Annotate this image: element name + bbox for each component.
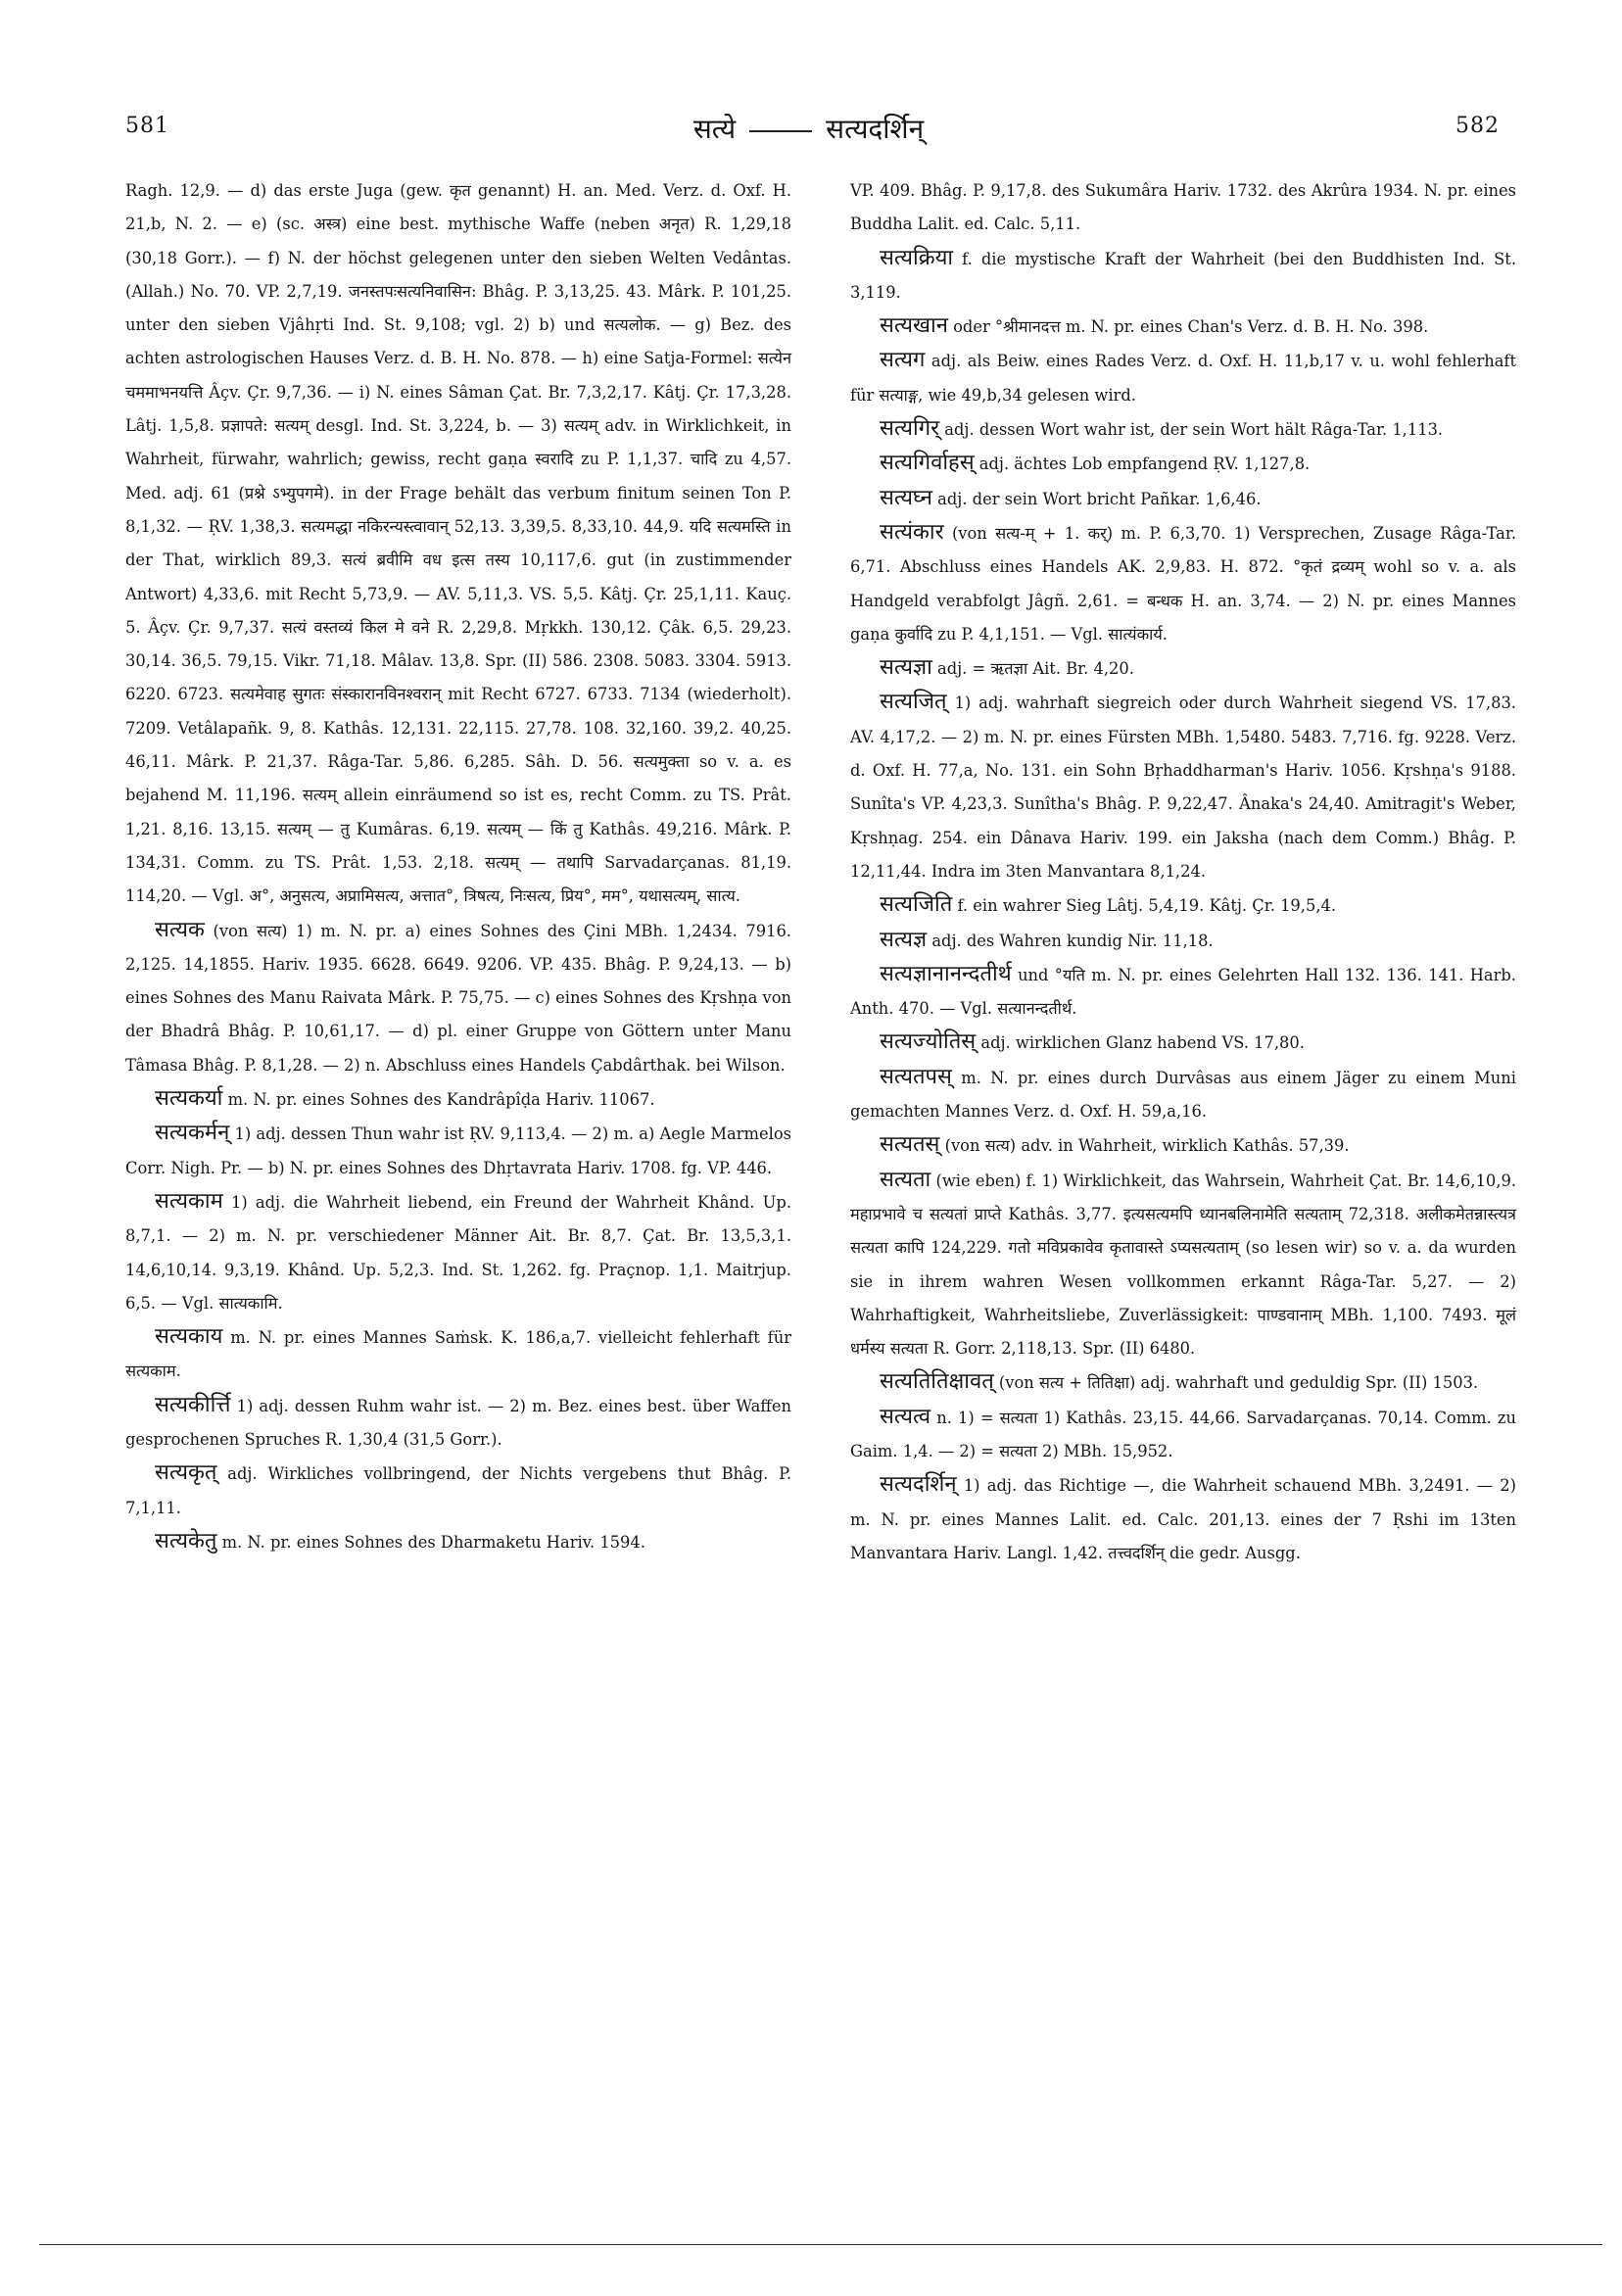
running-head-last: सत्यदर्शिन् [826, 113, 925, 145]
dictionary-entry [125, 1185, 791, 1320]
entry-text: m. N. pr. eines Sohnes des Dharmaketu Hariv. 1594. [221, 1532, 645, 1552]
entry-headword: सत्यतस् [880, 1132, 940, 1158]
entry-headword: सत्यघ्न [880, 485, 932, 510]
page-number-left: 581 [125, 114, 169, 138]
entry-text: 1) adj. dessen Thun wahr ist ṚV. 9,113,4. — 2) m. a) Aegle Marmelos Corr. Nigh. Pr. — b) N. pr. eines Sohnes des Dhṛtavrata Hariv. 1708. fg. VP. 446. [125, 1124, 791, 1177]
entry-headword: सत्यखान [880, 313, 948, 339]
dictionary-entry [850, 1401, 1516, 1469]
entry-text: 1) adj. das Richtige —, die Wahrheit schauend MBh. 3,2491. — 2) m. N. pr. eines Mannes Lalit. ed. Calc. 201,13. eines der 7 Ṛshi im 13ten Manvantara Hariv. Langl. 1,42. तत्त्वदर्शिन् die gedr. Ausgg. [850, 1476, 1516, 1562]
dictionary-entry [125, 1320, 791, 1389]
dictionary-entry [850, 958, 1516, 1027]
dictionary-entry [125, 1389, 791, 1458]
running-head-first: सत्ये [692, 113, 737, 145]
page-number-right: 582 [1455, 114, 1500, 138]
entry-headword: सत्यज्ञानानन्दतीर्थ [880, 961, 1012, 986]
dictionary-entry [850, 1365, 1516, 1400]
entry-headword: सत्यकर्मन् [155, 1121, 230, 1146]
entry-text: (von सत्य) adv. in Wahrheit, wirklich Kathâs. 57,39. [944, 1136, 1350, 1156]
entry-text: adj. wirklichen Glanz habend VS. 17,80. [980, 1033, 1305, 1053]
entry-text: adj. ächtes Lob empfangend ṚV. 1,127,8. [978, 454, 1311, 474]
entry-headword: सत्यतपस् [880, 1064, 952, 1089]
dictionary-entry [125, 174, 791, 914]
bottom-rule [39, 2244, 1602, 2245]
entry-text: adj. der sein Wort bricht Pañkar. 1,6,46. [937, 489, 1262, 508]
entry-text: 1) adj. die Wahrheit liebend, ein Freund der Wahrheit Khând. Up. 8,7,1. — 2) m. N. pr. verschiedener Männer Ait. Br. 8,7. Çat. Br. 13,5,3,1. 14,6,10,14. 9,3,19. Khând. Up. 5,2,3. Ind. St. 1,262. fg. Praçnop. 1,1. Maitrjup. 6,5. — Vgl. सात्यकामि. [125, 1192, 791, 1313]
entry-headword: सत्यज्योतिस् [880, 1029, 977, 1055]
entry-text: m. N. pr. eines Mannes Saṁsk. K. 186,a,7. vielleicht fehlerhaft für सत्यकाम. [125, 1328, 791, 1381]
right-column [850, 174, 1516, 1570]
entry-headword: सत्यक्रिया [880, 245, 954, 270]
entry-text: (von सत्य + तितिक्षा) adj. wahrhaft und geduldig Spr. (II) 1503. [998, 1373, 1479, 1393]
entry-headword: सत्यगिर् [880, 416, 940, 442]
page-header [108, 110, 1509, 149]
entry-text: adj. als Beiw. eines Rades Verz. d. Oxf. H. 11,b,17 v. u. wohl fehlerhaft für सत्याङ्ग, wie 49,b,34 gelesen wird. [850, 352, 1516, 405]
running-head [108, 110, 1509, 147]
entry-headword: सत्यकीर्त्ति [155, 1392, 231, 1417]
entry-headword: सत्यज्ञ [880, 927, 928, 952]
entry-text: 1) adj. dessen Ruhm wahr ist. — 2) m. Bez. eines best. über Waffen gesprochenen Spruches R. 1,30,4 (31,5 Gorr.). [125, 1396, 791, 1449]
dictionary-entry [850, 1164, 1516, 1366]
entry-headword: सत्यकेतु [155, 1528, 217, 1554]
left-column [125, 174, 791, 1559]
dictionary-entry [850, 310, 1516, 344]
entry-headword: सत्यता [880, 1167, 931, 1192]
entry-text: adj. dessen Wort wahr ist, der sein Wort hält Râga-Tar. 1,113. [944, 420, 1444, 440]
entry-text: m. N. pr. eines Sohnes des Kandrâpîḍa Hariv. 11067. [227, 1090, 655, 1110]
dictionary-entry [850, 1026, 1516, 1060]
entry-text: 1) adj. wahrhaft siegreich oder durch Wahrheit siegend VS. 17,83. AV. 4,17,2. — 2) m. N. pr. eines Fürsten MBh. 1,5480. 5483. 7,716. fg. 9228. Verz. d. Oxf. H. 77,a, No. 131. ein Sohn Bṛhaddharman's Hariv. 1056. Kṛshṇa's 9188. Sunîta's VP. 4,23,3. Sunîtha's Bhâg. P. 9,22,47. Ânaka's 24,40. Amitragit's Weber, Kṛshṇag. 254. ein Dânava Hariv. 199. ein Jaksha (nach dem Comm.) Bhâg. P. 12,11,44. Indra im 3ten Manvantara 8,1,24. [850, 694, 1516, 881]
entry-text: f. die mystische Kraft der Wahrheit (bei den Buddhisten Ind. St. 3,119. [850, 249, 1516, 302]
dictionary-entry [850, 412, 1516, 447]
entry-headword: सत्यकर्या [155, 1086, 223, 1112]
dictionary-entry [850, 447, 1516, 481]
dictionary-entry [850, 344, 1516, 412]
entry-text: (von सत्य-म् + 1. कर्) m. P. 6,3,70. 1) Versprechen, Zusage Râga-Tar. 6,71. Abschluss eines Handels AK. 2,9,83. H. 872. °कृतं द्रव्यम् wohl so v. a. als Handgeld verabfolgt Jâgñ. 2,61. = बन्धक H. an. 3,74. — 2) N. pr. eines Mannes gaṇa कुर्वादि zu P. 4,1,151. — Vgl. सात्यंकार्य. [850, 523, 1516, 644]
dictionary-entry [850, 888, 1516, 923]
entry-headword: सत्यजित् [880, 690, 947, 715]
entry-headword: सत्यकृत् [155, 1460, 217, 1486]
entry-text: oder °श्रीमानदत्त m. N. pr. eines Chan's Verz. d. B. H. No. 398. [953, 317, 1429, 337]
entry-text: Ragh. 12,9. — d) das erste Juga (gew. कृत genannt) H. an. Med. Verz. d. Oxf. H. 21,b, N. 2. — e) (sc. अस्त्र) eine best. mythische Waffe (neben अनृत) R. 1,29,18 (30,18 Gorr.). — f) N. der höchst gelegenen unter den sieben Welten Vedântas. (Allah.) No. 70. VP. 2,7,19. जनस्तपःसत्यनिवासिन: Bhâg. P. 3,13,25. 43. Mârk. P. 101,25. unter den sieben Vjâhṛti Ind. St. 9,108; vgl. 2) b) und सत्यलोक. — g) Bez. des achten astrologischen Hauses Verz. d. B. H. No. 878. — h) eine Satja-Formel: सत्येन चममाभनयत्ति Âçv. Çr. 9,7,36. — i) N. eines Sâman Çat. Br. 7,3,2,17. Kâtj. Çr. 17,3,28. Lâtj. 1,5,8. प्रज्ञापते: सत्यम् desgl. Ind. St. 3,224, b. — 3) सत्यम् adv. in Wirklichkeit, in Wahrheit, fürwahr, wahrlich; gewiss, recht gaṇa स्वरादि zu P. 1,1,37. चादि zu 4,57. Med. adj. 61 (प्रश्ने ऽभ्युपगमे). in der Frage behält das verbum finitum seinen Ton P. 8,1,32. — ṚV. 1,38,3. सत्यमद्धा नकिरन्यस्त्वावान् 52,13. 3,39,5. 8,33,10. 44,9. यदि सत्यमस्ति in der That, wirklich 89,3. सत्यं ब्रवीमि वध इत्स तस्य 10,117,6. gut (in zustimmender Antwort) 4,33,6. mit Recht 5,73,9. — AV. 5,11,3. VS. 5,5. Kâtj. Çr. 25,1,11. Kauç. 5. Âçv. Çr. 9,7,37. सत्यं वस्तव्यं किल मे वने R. 2,29,8. Mṛkkh. 130,12. Çâk. 6,5. 29,23. 30,14. 36,5. 79,15. Vikr. 71,18. Mâlav. 13,8. Spr. (II) 586. 2308. 5083. 3304. 5913. 6220. 6723. सत्यमेवाह सुगतः संस्कारानविनश्वरान् mit Recht 6727. 6733. 7134 (wiederholt). 7209. Vetâlapañk. 9, 8. Kathâs. 12,131. 22,115. 27,78. 108. 32,160. 39,2. 40,25. 46,11. Mârk. P. 21,37. Râga-Tar. 5,86. 6,285. Sâh. D. 56. सत्यमुक्ता so v. a. es bejahend M. 11,196. सत्यम् allein einräumend so ist es, recht Comm. zu TS. Prât. 1,21. 8,16. 13,15. सत्यम् — तु Kumâras. 6,19. सत्यम् — किं तु Kathâs. 49,216. Mârk. P. 134,31. Comm. zu TS. Prât. 1,53. 2,18. सत्यम् — तथापि Sarvadarçanas. 81,19. 114,20. — Vgl. अ°, अनुसत्य, अप्रामिसत्य, अत्तात°, त्रिषत्य, निःसत्य, प्रिय°, मम°, यथासत्यम्, सात्य. [125, 181, 791, 906]
dictionary-entry [850, 516, 1516, 651]
dictionary-entry [125, 1457, 791, 1525]
entry-headword: सत्यदर्शिन् [880, 1472, 957, 1498]
dictionary-entry [850, 1128, 1516, 1163]
entry-text: adj. des Wahren kundig Nir. 11,18. [931, 931, 1214, 950]
entry-text: (wie eben) f. 1) Wirklichkeit, das Wahrsein, Wahrheit Çat. Br. 14,6,10,9. महाप्रभावे च सत्यतां प्राप्ते Kathâs. 3,77. इत्यसत्यमपि ध्यानबलिनामेति सत्यताम् 72,318. अलीकमेतन्नास्त्यत्र सत्यता कापि 124,229. गतो मविप्रकावेव कृतावास्ते ऽप्यसत्यताम् (so lesen wir) so v. a. da wurden sie in ihrem wahren Wesen vollkommen erkannt Râga-Tar. 5,27. — 2) Wahrhaftigkeit, Wahrheitsliebe, Zuverlässigkeit: पाण्डवानाम् MBh. 1,100. 7493. मूलं धर्मस्य सत्यता R. Gorr. 2,118,13. Spr. (II) 6480. [850, 1171, 1516, 1359]
entry-text: adj. = ऋतज्ञा Ait. Br. 4,20. [937, 659, 1134, 679]
dictionary-entry [850, 651, 1516, 686]
dictionary-entry [125, 1525, 791, 1559]
entry-headword: सत्यत्व [880, 1404, 931, 1429]
entry-text: adj. Wirkliches vollbringend, der Nichts vergebens thut Bhâg. P. 7,1,11. [125, 1464, 791, 1517]
entry-headword: सत्यकाम [155, 1188, 223, 1214]
entry-headword: सत्यगिर्वाहस् [880, 451, 975, 476]
dictionary-entry [850, 482, 1516, 516]
dictionary-entry [125, 1082, 791, 1117]
dictionary-entry [850, 924, 1516, 958]
dictionary-entry [850, 174, 1516, 242]
dictionary-entry [850, 1061, 1516, 1129]
dictionary-entry [850, 242, 1516, 311]
entry-headword: सत्यग [880, 348, 926, 373]
dictionary-entry [850, 1468, 1516, 1570]
entry-headword: सत्यतितिक्षावत् [880, 1369, 994, 1395]
entry-text: n. 1) = सत्यता 1) Kathâs. 23,15. 44,66. Sarvadarçanas. 70,14. Comm. zu Gaim. 1,4. — 2) = सत्यता 2) MBh. 15,952. [850, 1408, 1516, 1460]
dictionary-entry [850, 686, 1516, 888]
dictionary-entry [125, 914, 791, 1082]
entry-headword: सत्यक [155, 917, 205, 942]
entry-headword: सत्यकाय [155, 1324, 223, 1350]
dictionary-entry [125, 1117, 791, 1185]
entry-text: und °यति m. N. pr. eines Gelehrten Hall 132. 136. 141. Harb. Anth. 470. — Vgl. सत्यानन्दतीर्थ. [850, 965, 1516, 1019]
entry-headword: सत्यज्ञा [880, 655, 932, 681]
entry-headword: सत्यजिति [880, 892, 953, 918]
entry-text: (von सत्य) 1) m. N. pr. a) eines Sohnes des Çini MBh. 1,2434. 7916. 2,125. 14,1855. Hariv. 1935. 6628. 6649. 9206. VP. 435. Bhâg. P. 9,24,13. — b) eines Sohnes des Manu Raivata Mârk. P. 75,75. — c) eines Sohnes des Kṛshṇa von der Bhadrâ Bhâg. P. 10,61,17. — d) pl. einer Gruppe von Göttern unter Manu Tâmasa Bhâg. P. 8,1,28. — 2) n. Abschluss eines Handels Çabdârthak. bei Wilson. [125, 921, 791, 1075]
entry-text: f. ein wahrer Sieg Lâtj. 5,4,19. Kâtj. Çr. 19,5,4. [957, 896, 1337, 916]
entry-text: VP. 409. Bhâg. P. 9,17,8. des Sukumâra Hariv. 1732. des Akrûra 1934. N. pr. eines Buddha Lalit. ed. Calc. 5,11. [850, 181, 1516, 234]
entry-text: m. N. pr. eines durch Durvâsas aus einem Jäger zu einem Muni gemachten Mannes Verz. d. Oxf. H. 59,a,16. [850, 1068, 1516, 1122]
running-head-dash [749, 130, 812, 132]
entry-headword: सत्यंकार [880, 519, 944, 545]
